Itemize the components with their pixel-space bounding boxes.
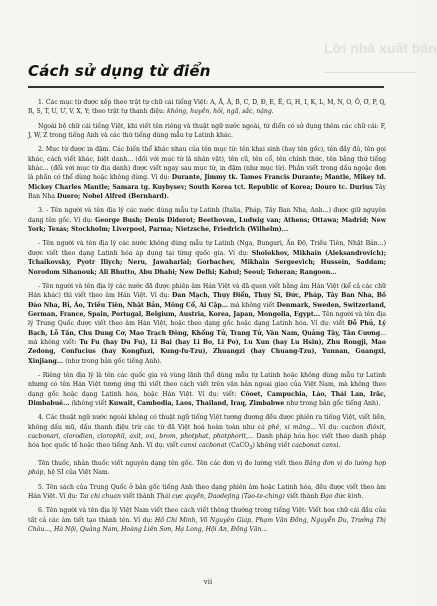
title-underline (28, 86, 384, 88)
paragraph-6: 6. Tên người và tên địa lý Việt Nam viết theo cách viết thông thường trong tiếng Việt: Viết hoa chữ cái đầu của tất cả các âm tiết tạo thành tên. Ví dụ: Hồ Chí Minh, Võ Nguyên Giáp, Phạm Văn Đồng, Nguyễn Du, Trưởng Thị Châu..., Hà Nội, Quảng Nam, Hoàng Liên Sơn, Hạ Long, Hội An, Đồng Văn... (28, 507, 387, 533)
paragraph-3b: - Tên người và tên địa lý các nước không dùng mẫu tự Latinh (Nga, Bungari, Ấn Độ, Triều Tiên, Nhật Bản...) được viết theo dạng Latinh hóa áp dụng tại từng quốc gia. Ví dụ: Sholokhov, Mikhain (Aleksandrovich); Tchaikovsky, Pyotr Iliych; Neru, Jawaharlal; Gorbachev, Mikhain Sergeevich; Hussein, Saddam; Norodom Sihanouk; Ali Bhutto, Abu Dhabi; New Delhi; Kabul; Seoul; Teheran; Rangoon... (28, 240, 387, 276)
paragraph-1b: Ngoài bộ chữ cái tiếng Việt, khi viết tên riêng và thuật ngữ nước ngoài, từ điển có sử dụng thêm các chữ cái: F, J, W, Z trong tiếng Anh và các thứ tiếng dùng mẫu tự Latinh khác. (28, 122, 386, 140)
paragraph-4b: Tên thuốc, nhân thuốc viết nguyên dạng tên gốc. Tên các đơn vị đo lường viết theo Bảng đơn vị đo lường hợp pháp, hệ SI của Việt Nam. (28, 459, 387, 477)
section-header (28, 62, 388, 88)
page-title: Cách sử dụng từ điển (28, 62, 211, 80)
body-text (28, 98, 386, 539)
paragraph-5: 5. Tên sách của Trung Quốc ở bản gốc tiếng Anh theo dạng phiên âm hoặc Latinh hóa, đều được viết theo âm Hán Việt. Ví dụ: Tai chi chuan viết thành Thái cực quyền, Daodejing (Tao-te-ching) viết thành Đạo đức kinh. (28, 483, 386, 500)
paragraph-3: 3. - Tên người và tên địa lý các nước dùng mẫu tự Latinh (Italia, Pháp, Tây Ban Nha, Anh...) được giữ nguyên dạng tên gốc. Ví dụ: George Bush; Denis Diderot; Beethoven, Ludwig van; Athens; Ottawa; Madrid; New York; Texas; Stockholm; Liverpool, Parma; Nietzsche, Friedrich (Wilhelm)... (28, 207, 386, 234)
bleed-through-header: Lời nhà xuất bản (324, 40, 437, 56)
paragraph-3d: - Riêng tên địa lý là tên các quốc gia và vùng lãnh thổ dùng mẫu tự Latinh hoặc không dùng mẫu tự Latinh nhưng có tên Hán Việt tương ứng thì viết theo cách viết trên văn bản ngoại giao của Việt Nam, mà không theo dạng gốc hoặc dạng Latinh hóa, hoặc Hán Việt. Ví dụ: viết: Côoet, Campuchia, Lào, Thái Lan, Irăc, Dimbabuê... (không viết Kuwait, Cambodia, Laos, Thailand, Iraq, Zimbabwe như trong bản gốc tiếng Anh). (28, 371, 386, 407)
paragraph-1: 1. Các mục từ được xếp theo trật tự chữ cái tiếng Việt: A, Ă, Â, B, C, D, Đ, E, Ê, G, H, I, K, L, M, N, O, Ô, Ơ, P, Q, R, S, T, U, Ư, V, X, Y; theo trật tự thanh điệu: không, huyền, hỏi, ngã, sắc, nặng. (28, 99, 386, 116)
paragraph-3c: - Tên người và tên địa lý các nước đã được phiên âm Hán Việt và đã quen viết bằng âm Hán Việt (kể cả các chữ Hán khác) thì viết theo âm Hán Việt. Ví dụ: Đan Mạch, Thụy Điển, Thụy Sĩ, Đức, Pháp, Tây Ban Nha, Bồ Đào Nha, Bỉ, Áo, Triều Tiên, Nhật Bản, Mông Cổ, Ai Cập... mà không viết Denmark, Sweden, Switzerland, German, France, Spain, Portugal, Belgium, Austria, Korea, Japan, Mongolia, Egypt... Tên người và tên địa lý Trung Quốc được viết theo âm Hán Việt, hoặc theo dạng gốc hoặc dạng Latinh hóa. Ví dụ: viết Đỗ Phủ, Lý Bạch, Lỗ Tấn, Chu Dung Cơ, Mao Trạch Đông, Khổng Tử, Trang Tử, Vân Nam, Quảng Tây, Tân Cương... mà không viết: Tu Fu (hay Du Fu), Li Bai (hay Li Bo, Li Po), Lu Xun (hay Lu Hsin), Zhu Rongji, Mao Zedong, Confucius (hay Kongfuzi, Kung-fu-Tzu), Zhuangzi (hay Chuang-Tzu), Yunnan, Guangxi, Xinjiang... (như trong bản gốc tiếng Anh). (28, 282, 387, 365)
paragraph-2: 2. Mục từ được in đậm. Các biến thể khác nhau của tên mục từ: tên khai sinh (hay tên gốc), tên đầy đủ, tên gọi khác, cách viết khác, biệt danh... (đối với mục từ là nhân vật), tên cũ, tên cổ, tên chính thức, tên bằng thứ tiếng khác... (đối với mục từ địa danh) được viết ngay sau mục từ, in đậm (như mục từ). Phần viết trong dấu ngoặc đơn là phần có thể dùng hoặc không dùng. Ví dụ: Durante, Jimmy tk. Tames Francis Durante; Mantle, Mikey tđ. Mickey Charles Mantle; Samara tg. Kuybysev; South Korea tct. Republic of Korea; Douro tc. Durius Tây Ban Nha Duero; Nobel Alfred (Bernhard). (28, 146, 386, 201)
paragraph-4: 4. Các thuật ngữ nước ngoài không có thuật ngữ tiếng Việt tương đương đều được phiên ra tiếng Việt, viết liền, không dấu mũ, dấu thanh điệu trừ các từ đã Việt hoá hoàn toàn như cà phê, xi măng... Ví dụ: cacbon điôxit, cacbonari, clorođien, clorophil, axit, oxi, brom, photphat, photphorit,... Danh pháp hóa học viết theo danh pháp hóa học quốc tế hoặc theo tiếng Anh. Ví dụ: viết canxi cacbonat (CaCO$_3$) không viết cacbonat canxi. (28, 414, 387, 452)
page-number: vii (203, 578, 213, 586)
